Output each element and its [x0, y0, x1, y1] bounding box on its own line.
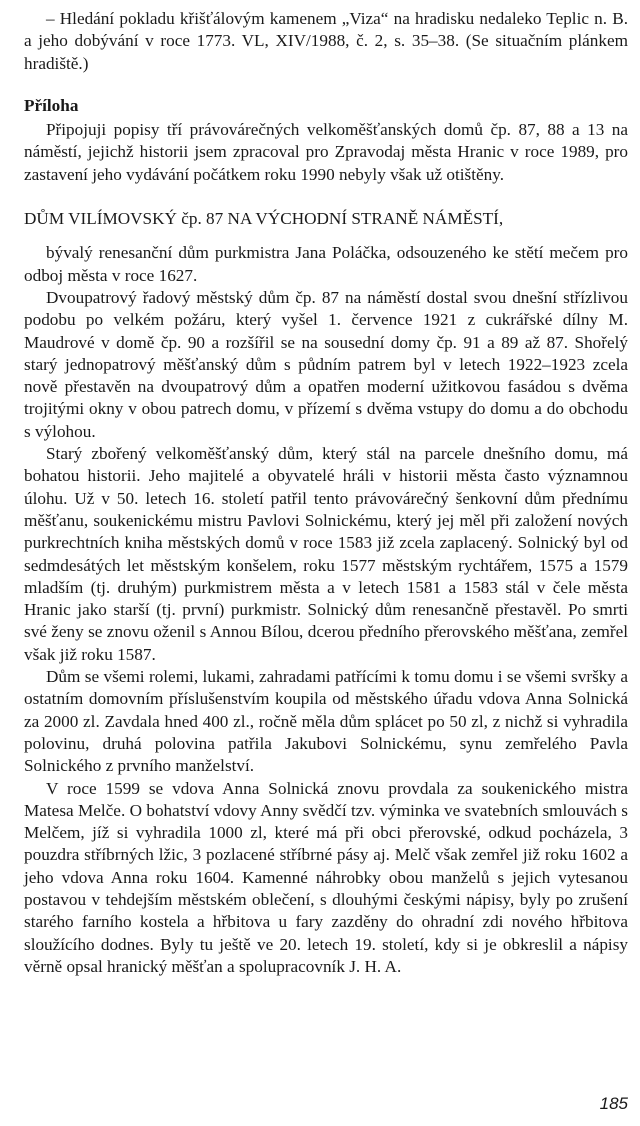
appendix-intro: Připojuji popisy tří právovárečných velkoměšťanských domů čp. 87, 88 a 13 na náměstí, jejichž historii jsem zpracoval pro Zpravodaj města Hranic v roce 1989, pro zastavení jeho vydávání počátkem roku 1990 nebyly však už otištěny.: [24, 120, 628, 184]
appendix-heading: Příloha: [24, 95, 79, 115]
paragraph: Dvoupatrový řadový městský dům čp. 87 na náměstí dostal svou dnešní střízlivou podobu po velkém požáru, který vyšel 1. července 1921 z cukrářské dílny M. Maudrové v domě čp. 90 a rozšířil se na sousední domy čp. 91 a 89 až 87. Shořelý starý jednopatrový měšťanský dům s půdním patrem byl v letech 1922–1923 zcela nově přestavěn na dvoupatrový dům a opatřen moderní užitkovou fasádou s dvěma trojitými okny v obou patrech domu, v přízemí s dvěma vstupy do domu a do obchodu s výlohou.: [24, 287, 628, 441]
section-title: DŮM VILÍMOVSKÝ čp. 87 NA VÝCHODNÍ STRANĚ NÁMĚSTÍ,: [24, 209, 504, 229]
paragraph-subtitle: bývalý renesanční dům purkmistra Jana Poláčka, odsouzeného ke stětí mečem pro odboj města v roce 1627.: [24, 243, 628, 285]
page-number: 185: [599, 1094, 628, 1113]
paragraph: Dům se všemi rolemi, lukami, zahradami patřícími k tomu domu i se všemi svršky a ostatním domovním příslušenstvím koupila od městského úřadu vdova Anna Solnická za 2000 zl. Zavdala hned 400 zl., ročně měla dům splácet po 50 zl, z nichž si vyhradila polovinu, druhá polovina patřila Jakubovi Solnickému, synu zemřelého Pavla Solnického z prvního manželství.: [24, 667, 628, 776]
paragraph: Starý zbořený velkoměšťanský dům, který stál na parcele dnešního domu, má bohatou historii. Jeho majitelé a obyvatelé hráli v historii města často významnou úlohu. Už v 50. letech 16. století patřil tento právovárečný šenkovní dům přednímu měšťanu, soukenickému mistru Pavlovi Solnickému, který jej měl při založení nových purkrechtních kniha městských domů v roce 1583 již zcela zaplacený. Solnický byl od sedmdesátých let městským konšelem, roku 1577 městským rychtářem, 1575 a 1579 mladším (tj. druhým) purkmistrem města a v letech 1581 a 1583 stál v čele města Hranic jako starší (tj. první) purkmistr. Solnický dům renesančně přestavěl. Po smrti své ženy se znovu oženil s Annou Bílou, dcerou předního přerovského měšťana, zemřel však již roku 1587.: [24, 444, 628, 664]
bibliography-entry: – Hledání pokladu křišťálovým kamenem „Viza“ na hradisku nedaleko Teplic n. B. a jeho dobývání v roce 1773. VL, XIV/1988, č. 2, s. 35–38. (Se situačním plánkem hradiště.): [24, 9, 628, 73]
paragraph: V roce 1599 se vdova Anna Solnická znovu provdala za soukenického mistra Matesa Melče. O bohatství vdovy Anny svědčí tzv. výminka ve svatebních smlouvách s Melčem, jíž si vyhradila 1000 zl, které má při obci přerovské, odkud pocházela, 3 pouzdra stříbrných lžic, 3 pozlacené stříbrné pásy aj. Melč však zemřel již roku 1602 a jeho vdova Anna roku 1604. Kamenné náhrobky obou manželů s jejich vytesanou postavou v tehdejším městském oblečení, s dlouhými českými nápisy, byly po zrušení starého farního kostela a hřbitova u fary zazděny do ohradní zdi nového hřbitova sloužícího dodnes. Byly tu ještě ve 20. letech 19. století, kdy si je obkreslil a nápisy věrně opsal hranický měšťan a spolupracovník J. H. A.: [24, 778, 628, 976]
document-page: [24, 8, 628, 978]
